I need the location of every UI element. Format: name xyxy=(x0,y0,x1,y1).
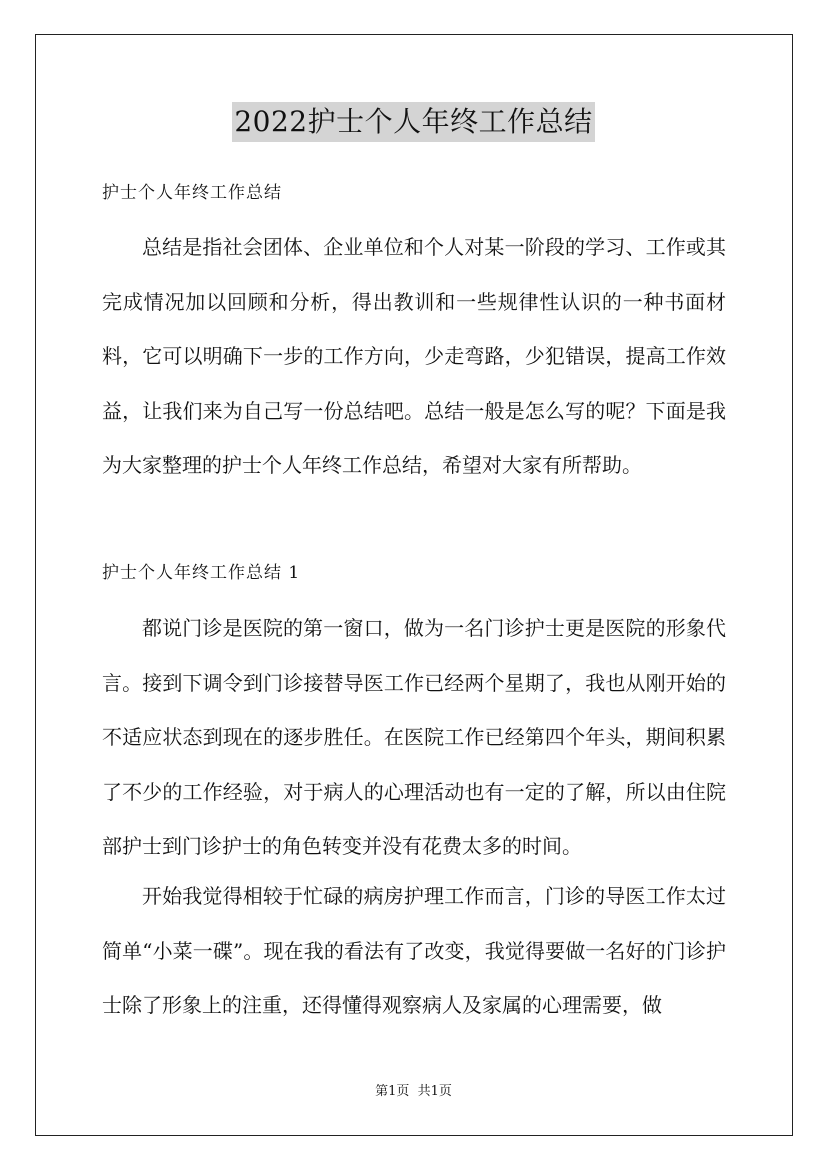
section1-heading: 护士个人年终工作总结 1 xyxy=(102,563,301,583)
page-footer: 第1页 共1页 xyxy=(375,1084,452,1099)
section1-paragraph-1: 都说门诊是医院的第一窗口，做为一名门诊护士更是医院的形象代言。接到下调令到门诊接替导医工作已经两个星期了，我也从刚开始的不适应状态到现在的逐步胜任。在医院工作已经第四个年头，期间积累了不少的工作经验，对于病人的心理活动也有一定的了解，所以由住院部护士到门诊护士的角色转变并没有花费太多的时间。 xyxy=(102,616,726,858)
intro-paragraph: 总结是指社会团体、企业单位和个人对某一阶段的学习、工作或其完成情况加以回顾和分析，得出教训和一些规律性认识的一种书面材料，它可以明确下一步的工作方向，少走弯路，少犯错误，提高工作效益，让我们来为自己写一份总结吧。总结一般是怎么写的呢？下面是我为大家整理的护士个人年终工作总结，希望对大家有所帮助。 xyxy=(102,235,726,477)
intro-heading: 护士个人年终工作总结 xyxy=(102,183,282,203)
document-title: 2022护士个人年终工作总结 xyxy=(232,102,594,142)
title-container xyxy=(0,102,827,142)
section1-paragraph-2: 开始我觉得相较于忙碌的病房护理工作而言，门诊的导医工作太过简单“小菜一碟”。现在我的看法有了改变，我觉得要做一名好的门诊护士除了形象上的注重，还得懂得观察病人及家属的心理需要，做 xyxy=(102,884,726,1017)
